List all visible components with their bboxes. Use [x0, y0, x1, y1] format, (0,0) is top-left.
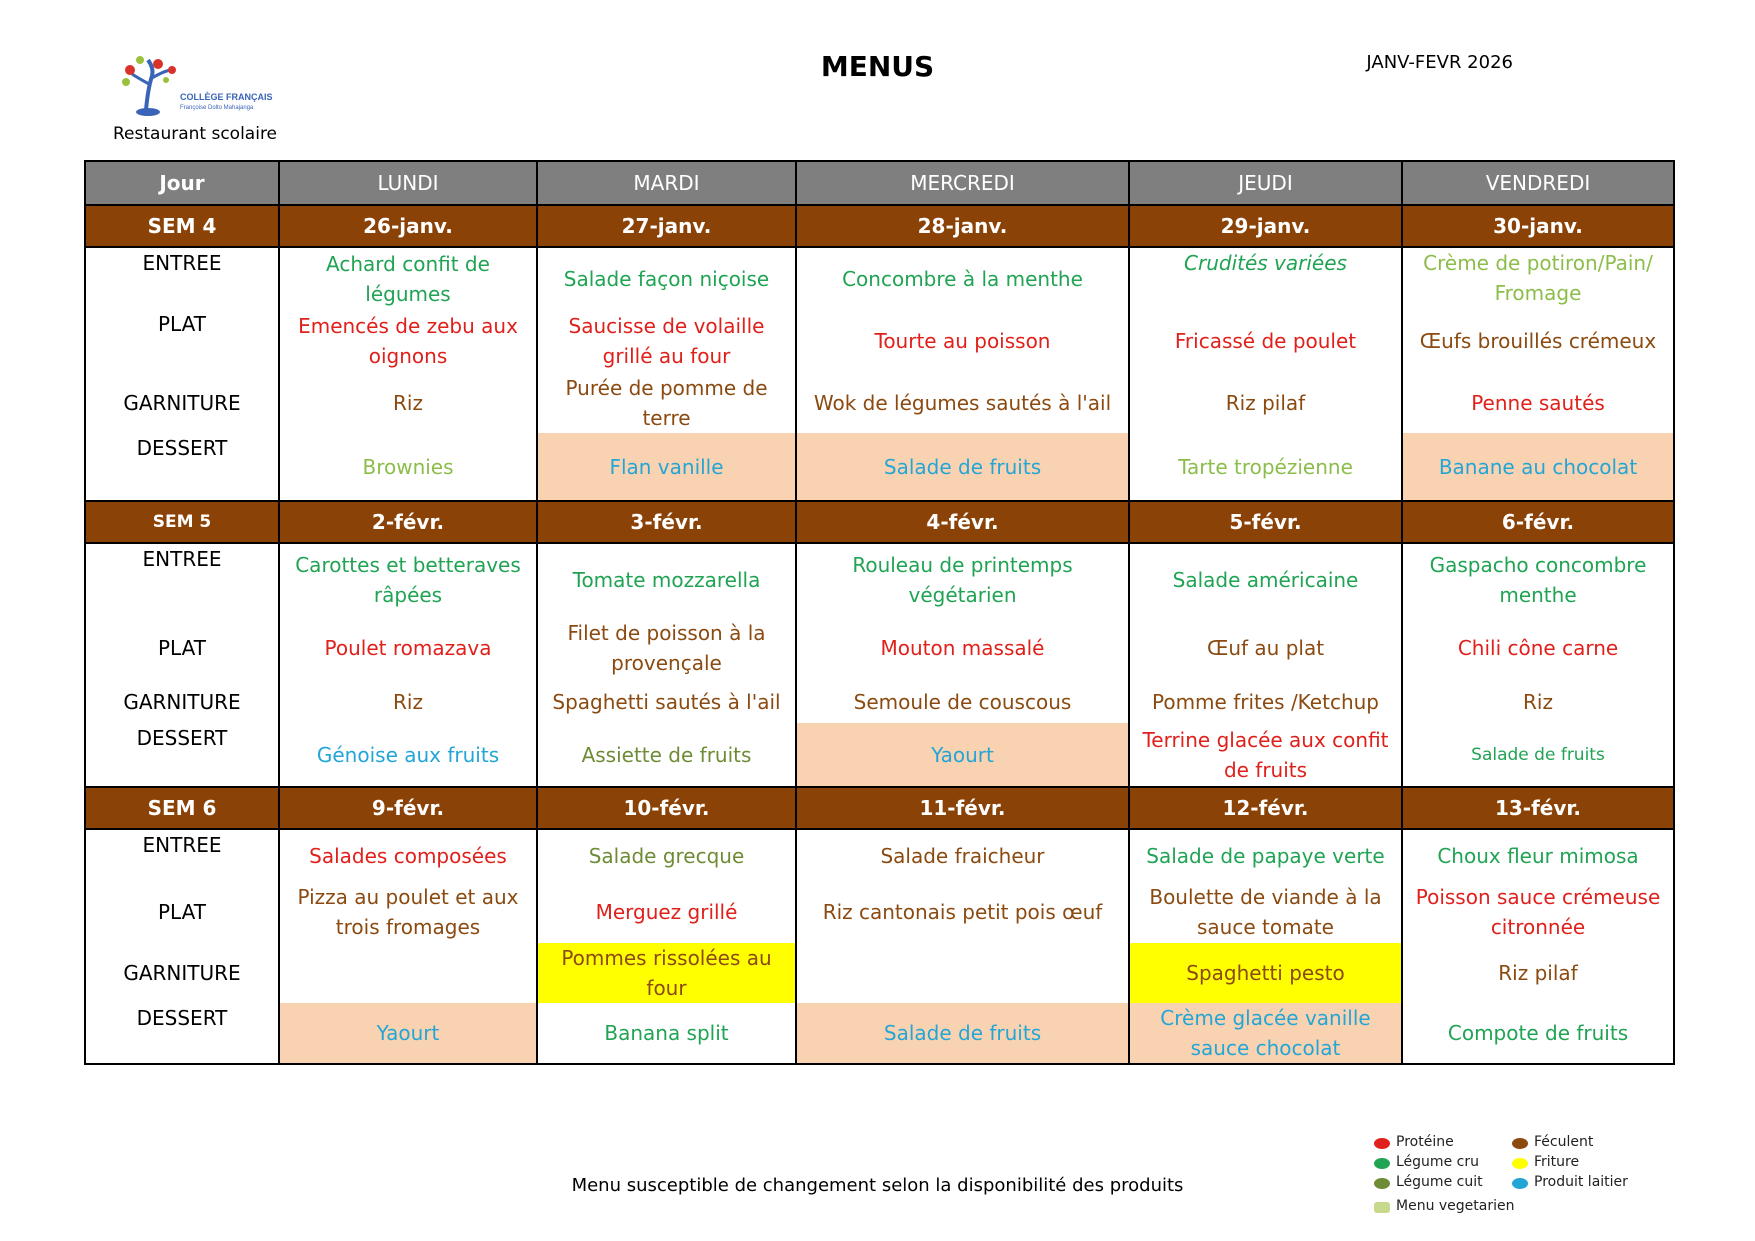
menu-cell — [796, 943, 1129, 1003]
legend-label-starch: Féculent — [1534, 1134, 1594, 1150]
legend-label-protein: Protéine — [1396, 1134, 1454, 1150]
date-cell: 5-févr. — [1129, 501, 1402, 543]
date-cell: 29-janv. — [1129, 205, 1402, 247]
menu-cell: Poulet romazava — [279, 615, 537, 681]
date-cell: 27-janv. — [537, 205, 796, 247]
menu-cell: Concombre à la menthe — [796, 247, 1129, 309]
garniture-row — [85, 373, 1674, 433]
menu-cell: Achard confit de légumes — [279, 247, 537, 309]
menu-cell: Yaourt — [796, 723, 1129, 787]
row-label-plat: PLAT — [85, 309, 279, 373]
menu-cell: Salade américaine — [1129, 543, 1402, 615]
footer-note: Menu susceptible de changement selon la disponibilité des produits — [571, 1175, 1184, 1196]
menu-cell: Compote de fruits — [1402, 1003, 1674, 1064]
date-cell: 10-févr. — [537, 787, 796, 829]
menu-cell: Tourte au poisson — [796, 309, 1129, 373]
row-label-plat: PLAT — [85, 615, 279, 681]
menu-cell: Riz — [279, 373, 537, 433]
legend-swatch-starch — [1512, 1138, 1528, 1149]
menu-cell: Salade fraicheur — [796, 829, 1129, 881]
legend-label-fried: Friture — [1534, 1154, 1580, 1170]
menu-cell: Spaghetti pesto — [1129, 943, 1402, 1003]
menu-cell: Boulette de viande à la sauce tomate — [1129, 881, 1402, 943]
menu-cell: Pomme frites /Ketchup — [1129, 681, 1402, 723]
legend-swatch-raw-veg — [1374, 1158, 1390, 1169]
entree-row — [85, 543, 1674, 615]
week-row — [85, 205, 1674, 247]
date-cell: 11-févr. — [796, 787, 1129, 829]
menu-cell: Œuf au plat — [1129, 615, 1402, 681]
menu-cell: Gaspacho concombre menthe — [1402, 543, 1674, 615]
row-label-entree: ENTREE — [85, 543, 279, 615]
logo-text-line2: Françoise Dolto Mahajanga — [180, 105, 254, 111]
date-cell: 13-févr. — [1402, 787, 1674, 829]
menu-cell: Tarte tropézienne — [1129, 433, 1402, 501]
menu-cell: Salade grecque — [537, 829, 796, 881]
date-cell: 6-févr. — [1402, 501, 1674, 543]
plat-row — [85, 615, 1674, 681]
dessert-row — [85, 723, 1674, 787]
date-cell: 26-janv. — [279, 205, 537, 247]
menu-cell: Wok de légumes sautés à l'ail — [796, 373, 1129, 433]
plat-row — [85, 881, 1674, 943]
menu-cell: Penne sautés — [1402, 373, 1674, 433]
menu-cell: Riz pilaf — [1129, 373, 1402, 433]
legend-label-vegetarian: Menu vegetarien — [1396, 1198, 1515, 1214]
date-cell: 9-févr. — [279, 787, 537, 829]
menu-cell: Tomate mozzarella — [537, 543, 796, 615]
menu-cell: Banane au chocolat — [1402, 433, 1674, 501]
date-cell: 4-févr. — [796, 501, 1129, 543]
menu-cell — [279, 943, 537, 1003]
legend-swatch-fried — [1512, 1158, 1528, 1169]
legend-label-cooked-veg: Légume cuit — [1396, 1174, 1483, 1190]
menu-cell: Salade de fruits — [796, 433, 1129, 501]
menu-cell: Fricassé de poulet — [1129, 309, 1402, 373]
row-label-garniture: GARNITURE — [85, 943, 279, 1003]
menu-cell: Crème glacée vanille sauce chocolat — [1129, 1003, 1402, 1064]
menu-cell: Riz pilaf — [1402, 943, 1674, 1003]
col-header-mercredi: MERCREDI — [796, 161, 1129, 205]
menu-cell: Brownies — [279, 433, 537, 501]
menu-cell: Riz — [1402, 681, 1674, 723]
menu-cell: Choux fleur mimosa — [1402, 829, 1674, 881]
week-row — [85, 501, 1674, 543]
menu-cell: Purée de pomme de terre — [537, 373, 796, 433]
row-label-garniture: GARNITURE — [85, 681, 279, 723]
row-label-dessert: DESSERT — [85, 433, 279, 501]
date-cell: 2-févr. — [279, 501, 537, 543]
logo-text-line1: COLLÈGE FRANÇAIS — [180, 92, 273, 102]
menu-cell: Flan vanille — [537, 433, 796, 501]
menu-cell: Yaourt — [279, 1003, 537, 1064]
page-title: MENUS — [820, 50, 935, 83]
col-header-jour: Jour — [85, 161, 279, 205]
plat-row — [85, 309, 1674, 373]
menu-cell: Terrine glacée aux confit de fruits — [1129, 723, 1402, 787]
header-row — [85, 161, 1674, 205]
color-legend — [1374, 1128, 1654, 1214]
menu-cell: Saucisse de volaille grillé au four — [537, 309, 796, 373]
menu-cell: Salade de fruits — [796, 1003, 1129, 1064]
menu-cell: Carottes et betteraves râpées — [279, 543, 537, 615]
legend-label-dairy: Produit laitier — [1534, 1174, 1628, 1190]
row-label-dessert: DESSERT — [85, 1003, 279, 1064]
menu-cell: Œufs brouillés crémeux — [1402, 309, 1674, 373]
subtitle: Restaurant scolaire — [113, 124, 278, 144]
date-cell: 28-janv. — [796, 205, 1129, 247]
week-label: SEM 6 — [85, 787, 279, 829]
row-label-entree: ENTREE — [85, 829, 279, 881]
period-label: JANV-FEVR 2026 — [1366, 52, 1513, 73]
entree-row — [85, 829, 1674, 881]
menu-cell: Chili cône carne — [1402, 615, 1674, 681]
menu-cell: Poisson sauce crémeuse citronnée — [1402, 881, 1674, 943]
legend-label-raw-veg: Légume cru — [1396, 1154, 1479, 1170]
col-header-mardi: MARDI — [537, 161, 796, 205]
row-label-plat: PLAT — [85, 881, 279, 943]
legend-swatch-vegetarian — [1374, 1202, 1390, 1213]
menu-cell: Salade de fruits — [1402, 723, 1674, 787]
menu-cell: Mouton massalé — [796, 615, 1129, 681]
menu-cell: Pizza au poulet et aux trois fromages — [279, 881, 537, 943]
menu-cell: Crudités variées — [1129, 247, 1402, 309]
garniture-row — [85, 943, 1674, 1003]
col-header-jeudi: JEUDI — [1129, 161, 1402, 205]
menu-cell: Pommes rissolées au four — [537, 943, 796, 1003]
week-label: SEM 5 — [85, 501, 279, 543]
garniture-row — [85, 681, 1674, 723]
menu-cell: Génoise aux fruits — [279, 723, 537, 787]
date-cell: 12-févr. — [1129, 787, 1402, 829]
menu-cell: Merguez grillé — [537, 881, 796, 943]
menu-cell: Filet de poisson à la provençale — [537, 615, 796, 681]
menu-cell: Salades composées — [279, 829, 537, 881]
menu-cell: Banana split — [537, 1003, 796, 1064]
date-cell: 30-janv. — [1402, 205, 1674, 247]
row-label-garniture: GARNITURE — [85, 373, 279, 433]
dessert-row — [85, 1003, 1674, 1064]
menu-cell: Rouleau de printemps végétarien — [796, 543, 1129, 615]
date-cell: 3-févr. — [537, 501, 796, 543]
menu-cell: Emencés de zebu aux oignons — [279, 309, 537, 373]
row-label-entree: ENTREE — [85, 247, 279, 309]
menu-cell: Riz — [279, 681, 537, 723]
menu-cell: Assiette de fruits — [537, 723, 796, 787]
week-row — [85, 787, 1674, 829]
week-label: SEM 4 — [85, 205, 279, 247]
col-header-lundi: LUNDI — [279, 161, 537, 205]
menu-cell: Salade façon niçoise — [537, 247, 796, 309]
legend-swatch-protein — [1374, 1138, 1390, 1149]
menu-cell: Crème de potiron/Pain/ Fromage — [1402, 247, 1674, 309]
menu-cell: Salade de papaye verte — [1129, 829, 1402, 881]
col-header-vendredi: VENDREDI — [1402, 161, 1674, 205]
menu-table — [84, 160, 1675, 1065]
entree-row — [85, 247, 1674, 309]
menu-cell: Riz cantonais petit pois œuf — [796, 881, 1129, 943]
row-label-dessert: DESSERT — [85, 723, 279, 787]
menu-cell: Semoule de couscous — [796, 681, 1129, 723]
menu-cell: Spaghetti sautés à l'ail — [537, 681, 796, 723]
dessert-row — [85, 433, 1674, 501]
